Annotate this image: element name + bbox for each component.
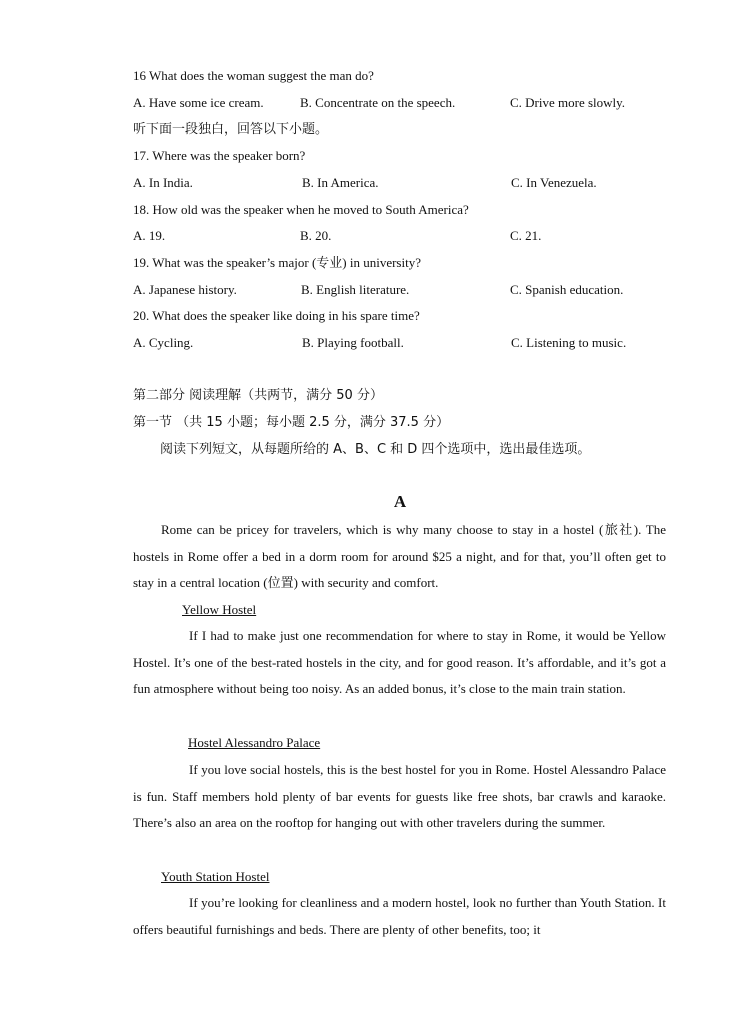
- q16-option-b: B. Concentrate on the speech.: [300, 95, 456, 110]
- q19-option-c: C. Spanish education.: [510, 282, 624, 297]
- q19-option-a: A. Japanese history.: [133, 282, 237, 297]
- passage-title: A: [393, 492, 407, 511]
- question-20: 20. What does the speaker like doing in his spare time?: [133, 308, 420, 323]
- section-one-heading: 第一节 （共 15 小题；每小题 2.5 分，满分 37.5 分）: [133, 415, 450, 430]
- q18-option-a: A. 19.: [133, 228, 166, 243]
- q20-option-c: C. Listening to music.: [511, 335, 627, 350]
- question-16: 16 What does the woman suggest the man do?: [133, 68, 374, 83]
- reading-instruction: 阅读下列短文，从每题所给的 A、B、C 和 D 四个选项中，选出最佳选项。: [160, 442, 591, 457]
- hostel-name-alessandro: Hostel Alessandro Palace: [188, 735, 321, 750]
- hostel-name-youth-station: Youth Station Hostel: [161, 869, 270, 884]
- q18-option-c: C. 21.: [510, 228, 542, 243]
- hostel-text-alessandro: If you love social hostels, this is the best hostel for you in Rome. Hostel Alessandro Palace is fun. Staff members hold plenty of bar events for guests like free shots, bar crawls and karaoke. There’s also an area on the rooftop for hanging out with other travelers during the summer.: [133, 762, 666, 831]
- hostel-text-yellow: If I had to make just one recommendation for where to stay in Rome, it would be Yellow Hostel. It’s one of the best-rated hostels in the city, and for good reason. It’s affordable, and it’s got a fun atmosphere without being too noisy. As an added bonus, it’s close to the main train station.: [133, 628, 666, 697]
- question-18: 18. How old was the speaker when he moved to South America?: [133, 202, 469, 217]
- q18-option-b: B. 20.: [300, 228, 332, 243]
- part-two-heading: 第二部分 阅读理解（共两节，满分 50 分）: [133, 388, 383, 403]
- monologue-instruction: 听下面一段独白，回答以下小题。: [133, 122, 329, 137]
- passage-intro: Rome can be pricey for travelers, which is why many choose to stay in a hostel (旅社). The hostels in Rome offer a bed in a dorm room for around $25 a night, and for that, you’ll often get to stay in a central location (位置) with security and comfort.: [133, 522, 666, 591]
- question-19: 19. What was the speaker’s major (专业) in university?: [133, 255, 421, 270]
- q16-option-a: A. Have some ice cream.: [133, 95, 264, 110]
- q20-option-b: B. Playing football.: [302, 335, 404, 350]
- question-17: 17. Where was the speaker born?: [133, 148, 306, 163]
- q16-option-c: C. Drive more slowly.: [510, 95, 626, 110]
- q17-option-b: B. In America.: [302, 175, 379, 190]
- q19-option-b: B. English literature.: [301, 282, 410, 297]
- hostel-name-yellow: Yellow Hostel: [182, 602, 257, 617]
- q17-option-a: A. In India.: [133, 175, 193, 190]
- q20-option-a: A. Cycling.: [133, 335, 194, 350]
- q17-option-c: C. In Venezuela.: [511, 175, 597, 190]
- hostel-text-youth-station: If you’re looking for cleanliness and a modern hostel, look no further than Youth Station. It offers beautiful furnishings and beds. There are plenty of other benefits, too; it: [133, 895, 666, 937]
